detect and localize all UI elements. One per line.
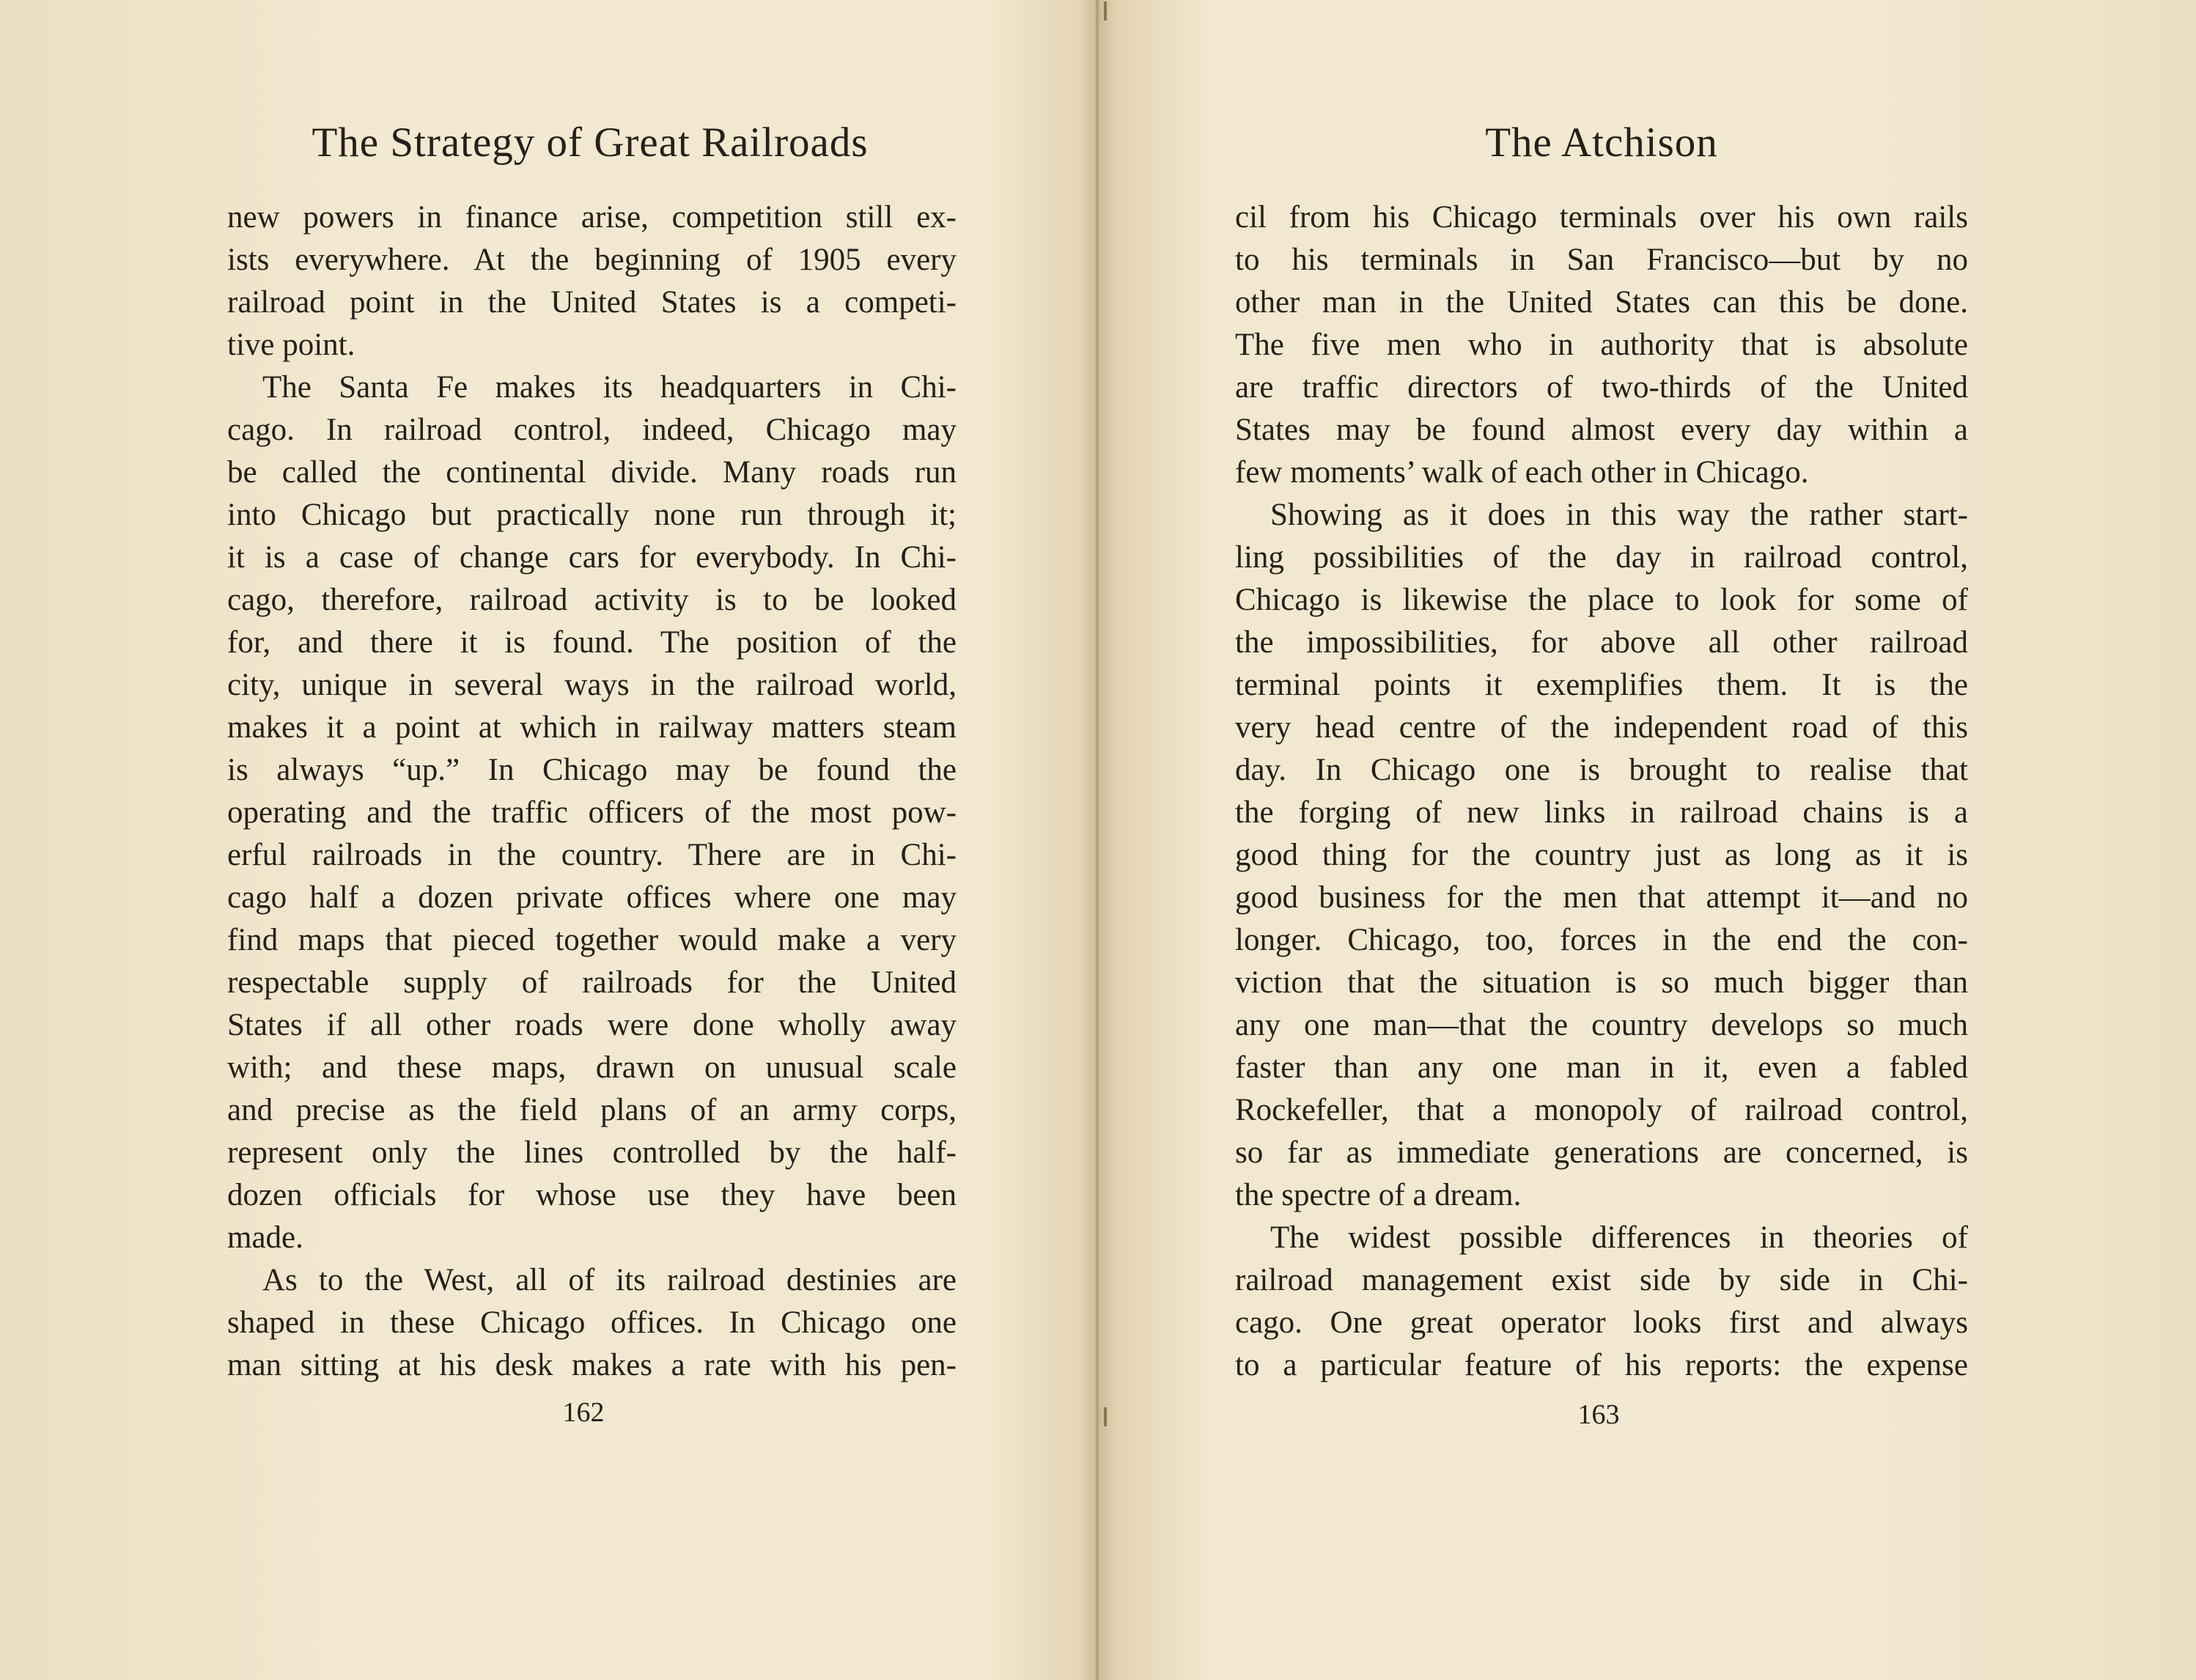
text-line: made. — [227, 1220, 303, 1255]
text-line: and precise as the field plans of an army corps, — [227, 1093, 957, 1127]
text-line: it is a case of change cars for everybody. In Chi- — [227, 540, 957, 575]
text-line: with; and these maps, drawn on unusual scale — [227, 1050, 957, 1085]
text-line: good business for the men that attempt it—and no — [1235, 880, 1968, 915]
left-page — [0, 0, 1095, 1680]
left-page-number: 162 — [562, 1397, 605, 1428]
text-line: Chicago is likewise the place to look for some of — [1235, 583, 1968, 617]
text-line: dozen officials for whose use they have been — [227, 1178, 957, 1212]
text-line: to a particular feature of his reports: the expense — [1235, 1348, 1968, 1382]
text-line: very head centre of the independent road of this — [1235, 710, 1968, 745]
text-line: Rockefeller, that a monopoly of railroad control, — [1235, 1093, 1968, 1127]
text-line: States may be found almost every day within a — [1235, 413, 1968, 447]
text-line: Showing as it does in this way the rather start- — [1270, 498, 1968, 532]
left-page-text — [227, 196, 957, 1387]
text-line: any one man—that the country develops so much — [1235, 1008, 1968, 1042]
text-line: other man in the United States can this be done. — [1235, 285, 1968, 320]
text-line: respectable supply of railroads for the United — [227, 965, 957, 1000]
text-line: cago. One great operator looks first and always — [1235, 1305, 1968, 1340]
text-line: cil from his Chicago terminals over his own rails — [1235, 200, 1968, 235]
text-line: tive point. — [227, 328, 355, 362]
text-line: terminal points it exemplifies them. It is the — [1235, 668, 1968, 702]
text-line: represent only the lines controlled by the half- — [227, 1135, 957, 1170]
text-line: be called the continental divide. Many roads run — [227, 455, 957, 490]
text-line: to his terminals in San Francisco—but by no — [1235, 243, 1968, 277]
text-line: ling possibilities of the day in railroad control, — [1235, 540, 1968, 575]
text-line: is always “up.” In Chicago may be found the — [227, 753, 957, 787]
text-line: cago. In railroad control, indeed, Chicago may — [227, 413, 957, 447]
text-line: The Santa Fe makes its headquarters in Chi- — [262, 370, 957, 405]
text-line: few moments’ walk of each other in Chicago. — [1235, 455, 1809, 490]
right-page-number: 163 — [1577, 1399, 1620, 1430]
text-line: States if all other roads were done wholly away — [227, 1008, 957, 1042]
left-running-head: The Strategy of Great Railroads — [312, 119, 869, 166]
text-line: the impossibilities, for above all other railroad — [1235, 625, 1968, 660]
text-line: the spectre of a dream. — [1235, 1178, 1522, 1212]
text-line: so far as immediate generations are concerned, is — [1235, 1135, 1968, 1170]
text-line: railroad point in the United States is a competi- — [227, 285, 957, 320]
text-line: erful railroads in the country. There are in Chi- — [227, 838, 957, 872]
text-line: As to the West, all of its railroad destinies are — [262, 1263, 957, 1297]
text-line: shaped in these Chicago offices. In Chicago one — [227, 1305, 957, 1340]
text-line: are traffic directors of two-thirds of the United — [1235, 370, 1968, 405]
text-line: railroad management exist side by side in Chi- — [1235, 1263, 1968, 1297]
text-line: into Chicago but practically none run through it; — [227, 498, 957, 532]
text-line: The five men who in authority that is absolute — [1235, 328, 1968, 362]
text-line: the forging of new links in railroad chains is a — [1235, 795, 1968, 830]
text-line: ists everywhere. At the beginning of 1905 every — [227, 243, 957, 277]
text-line: faster than any one man in it, even a fabled — [1235, 1050, 1968, 1085]
text-line: new powers in finance arise, competition still ex- — [227, 200, 957, 235]
text-line: longer. Chicago, too, forces in the end the con- — [1235, 923, 1968, 957]
text-line: operating and the traffic officers of the most pow- — [227, 795, 957, 830]
text-line: The widest possible differences in theories of — [1270, 1220, 1968, 1255]
text-line: day. In Chicago one is brought to realise that — [1235, 753, 1968, 787]
text-line: viction that the situation is so much bigger than — [1235, 965, 1968, 1000]
right-page — [1099, 0, 2196, 1680]
text-line: find maps that pieced together would make a very — [227, 923, 957, 957]
text-line: for, and there it is found. The position of the — [227, 625, 957, 660]
text-line: city, unique in several ways in the railroad world, — [227, 668, 957, 702]
text-line: good thing for the country just as long as it is — [1235, 838, 1968, 872]
right-page-text — [1235, 196, 1968, 1387]
text-line: man sitting at his desk makes a rate with his pen- — [227, 1348, 957, 1382]
text-line: makes it a point at which in railway matters steam — [227, 710, 957, 745]
right-running-head: The Atchison — [1485, 119, 1718, 166]
text-line: cago, therefore, railroad activity is to be looked — [227, 583, 957, 617]
text-line: cago half a dozen private offices where one may — [227, 880, 957, 915]
